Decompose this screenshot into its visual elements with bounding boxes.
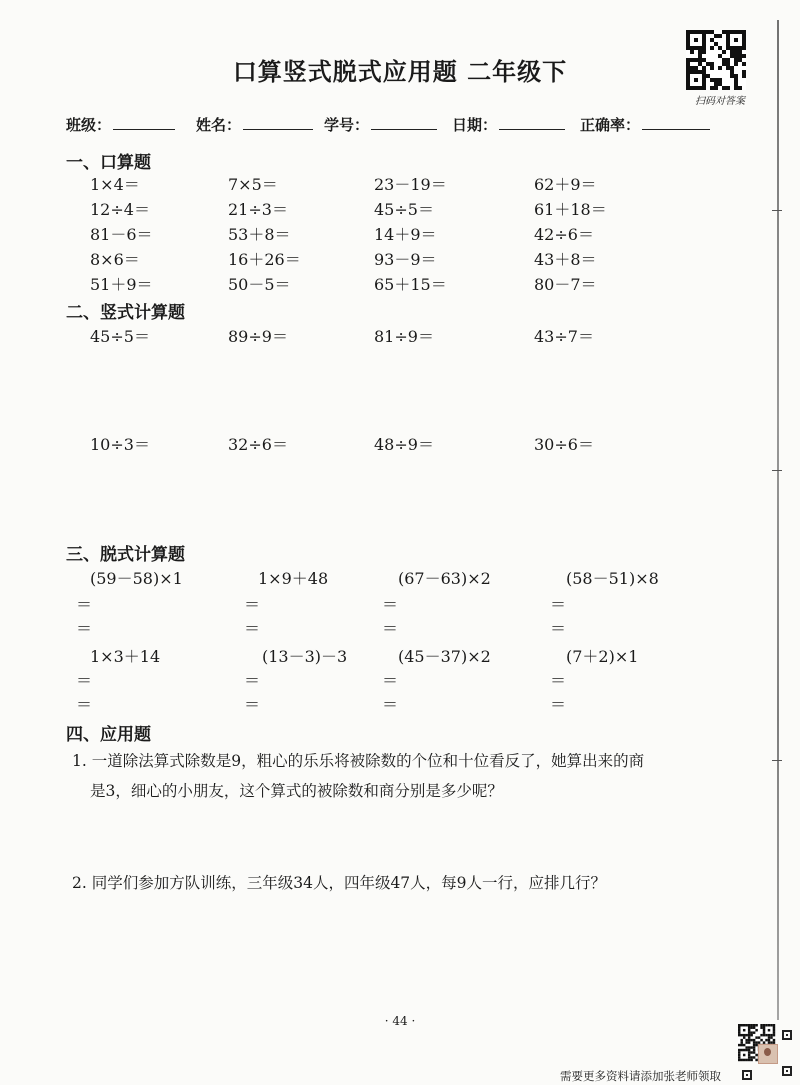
oral-problem: 80－7＝: [534, 275, 597, 294]
edge-tick: [772, 760, 782, 761]
student-info-row: [66, 114, 766, 136]
class-label: 班级：: [66, 116, 112, 134]
stepwise-expression: (45－37)×2: [398, 647, 491, 666]
oral-problem: 14＋9＝: [374, 225, 437, 244]
page-number: · 44 ·: [384, 1014, 416, 1028]
oral-problem: 7×5＝: [228, 175, 278, 194]
vertical-problem: 30÷6＝: [534, 435, 594, 454]
date-blank[interactable]: [499, 115, 565, 130]
footer-note: 需要更多资料请添加张老师领取: [560, 1069, 721, 1083]
oral-problem: 62＋9＝: [534, 175, 597, 194]
oral-problem: 42÷6＝: [534, 225, 594, 244]
page-title: 口算竖式脱式应用题 二年级下: [232, 58, 568, 86]
word-problem-1: [72, 746, 732, 806]
equals-line: ＝: [550, 671, 567, 690]
accuracy-label: 正确率：: [580, 116, 641, 134]
equals-line: ＝: [76, 619, 93, 638]
oral-problem: 45÷5＝: [374, 200, 434, 219]
equals-line: ＝: [382, 619, 399, 638]
oral-problem: 53＋8＝: [228, 225, 291, 244]
equals-line: ＝: [550, 595, 567, 614]
student-id-blank[interactable]: [371, 115, 437, 130]
date-label: 日期：: [452, 116, 498, 134]
word-problem-2: [72, 868, 732, 898]
class-field: [66, 114, 175, 135]
stepwise-expression: (59－58)×1: [90, 569, 183, 588]
accuracy-field: [580, 114, 710, 135]
stepwise-expression: (13－3)－3: [262, 647, 348, 666]
vertical-problem: 48÷9＝: [374, 435, 434, 454]
answer-qr-code[interactable]: [686, 30, 746, 90]
oral-problem: 65＋15＝: [374, 275, 447, 294]
equals-line: ＝: [76, 671, 93, 690]
section-stepwise-heading: 三、脱式计算题: [66, 545, 185, 565]
equals-line: ＝: [244, 595, 261, 614]
vertical-problem: 32÷6＝: [228, 435, 288, 454]
stepwise-expression: (58－51)×8: [566, 569, 659, 588]
corner-mark-icon: [782, 1030, 792, 1040]
oral-problem: 81－6＝: [90, 225, 153, 244]
equals-line: ＝: [382, 595, 399, 614]
oral-problem: 8×6＝: [90, 250, 140, 269]
equals-line: ＝: [382, 695, 399, 714]
section-vertical-heading: 二、竖式计算题: [66, 303, 185, 323]
class-blank[interactable]: [113, 115, 175, 130]
oral-problem: 43＋8＝: [534, 250, 597, 269]
oral-problem: 50－5＝: [228, 275, 291, 294]
teacher-avatar: [758, 1044, 778, 1064]
vertical-problem: 45÷5＝: [90, 327, 150, 346]
oral-problem: 12÷4＝: [90, 200, 150, 219]
section-word-problems-heading: 四、应用题: [66, 725, 151, 745]
stepwise-expression: (7＋2)×1: [566, 647, 639, 666]
equals-line: ＝: [76, 595, 93, 614]
corner-mark-icon: [742, 1070, 752, 1080]
corner-mark-icon: [782, 1066, 792, 1076]
equals-line: ＝: [76, 695, 93, 714]
stepwise-expression: 1×3＋14: [90, 647, 161, 666]
qr-caption: 扫码对答案: [695, 96, 745, 107]
vertical-problem: 43÷7＝: [534, 327, 594, 346]
student-id-label: 学号：: [324, 116, 370, 134]
name-label: 姓名：: [196, 116, 242, 134]
equals-line: ＝: [550, 619, 567, 638]
stepwise-expression: 1×9＋48: [258, 569, 329, 588]
oral-problem: 21÷3＝: [228, 200, 288, 219]
oral-problem: 1×4＝: [90, 175, 140, 194]
word-problem-1-line1: 1. 一道除法算式除数是9，粗心的乐乐将被除数的个位和十位看反了，她算出来的商: [72, 752, 645, 770]
section-oral-heading: 一、口算题: [66, 153, 151, 173]
equals-line: ＝: [382, 671, 399, 690]
stepwise-expression: (67－63)×2: [398, 569, 491, 588]
vertical-problem: 81÷9＝: [374, 327, 434, 346]
oral-problem: 61＋18＝: [534, 200, 607, 219]
accuracy-blank[interactable]: [642, 115, 710, 130]
word-problem-1-line2: 是3，细心的小朋友，这个算式的被除数和商分别是多少呢？: [90, 782, 503, 800]
oral-problem: 93－9＝: [374, 250, 437, 269]
equals-line: ＝: [550, 695, 567, 714]
name-field: [196, 114, 313, 135]
equals-line: ＝: [244, 671, 261, 690]
name-blank[interactable]: [243, 115, 313, 130]
word-problem-2-line1: 2. 同学们参加方队训练，三年级34人，四年级47人，每9人一行，应排几行？: [72, 874, 607, 892]
vertical-problem: 10÷3＝: [90, 435, 150, 454]
oral-problem: 23－19＝: [374, 175, 447, 194]
oral-problem: 16＋26＝: [228, 250, 301, 269]
oral-problem: 51＋9＝: [90, 275, 153, 294]
scan-edge-line: [777, 20, 779, 1020]
edge-tick: [772, 470, 782, 471]
vertical-problem: 89÷9＝: [228, 327, 288, 346]
equals-line: ＝: [244, 619, 261, 638]
qr-module: [742, 86, 746, 90]
student-id-field: [324, 114, 437, 135]
equals-line: ＝: [244, 695, 261, 714]
date-field: [452, 114, 565, 135]
edge-tick: [772, 210, 782, 211]
